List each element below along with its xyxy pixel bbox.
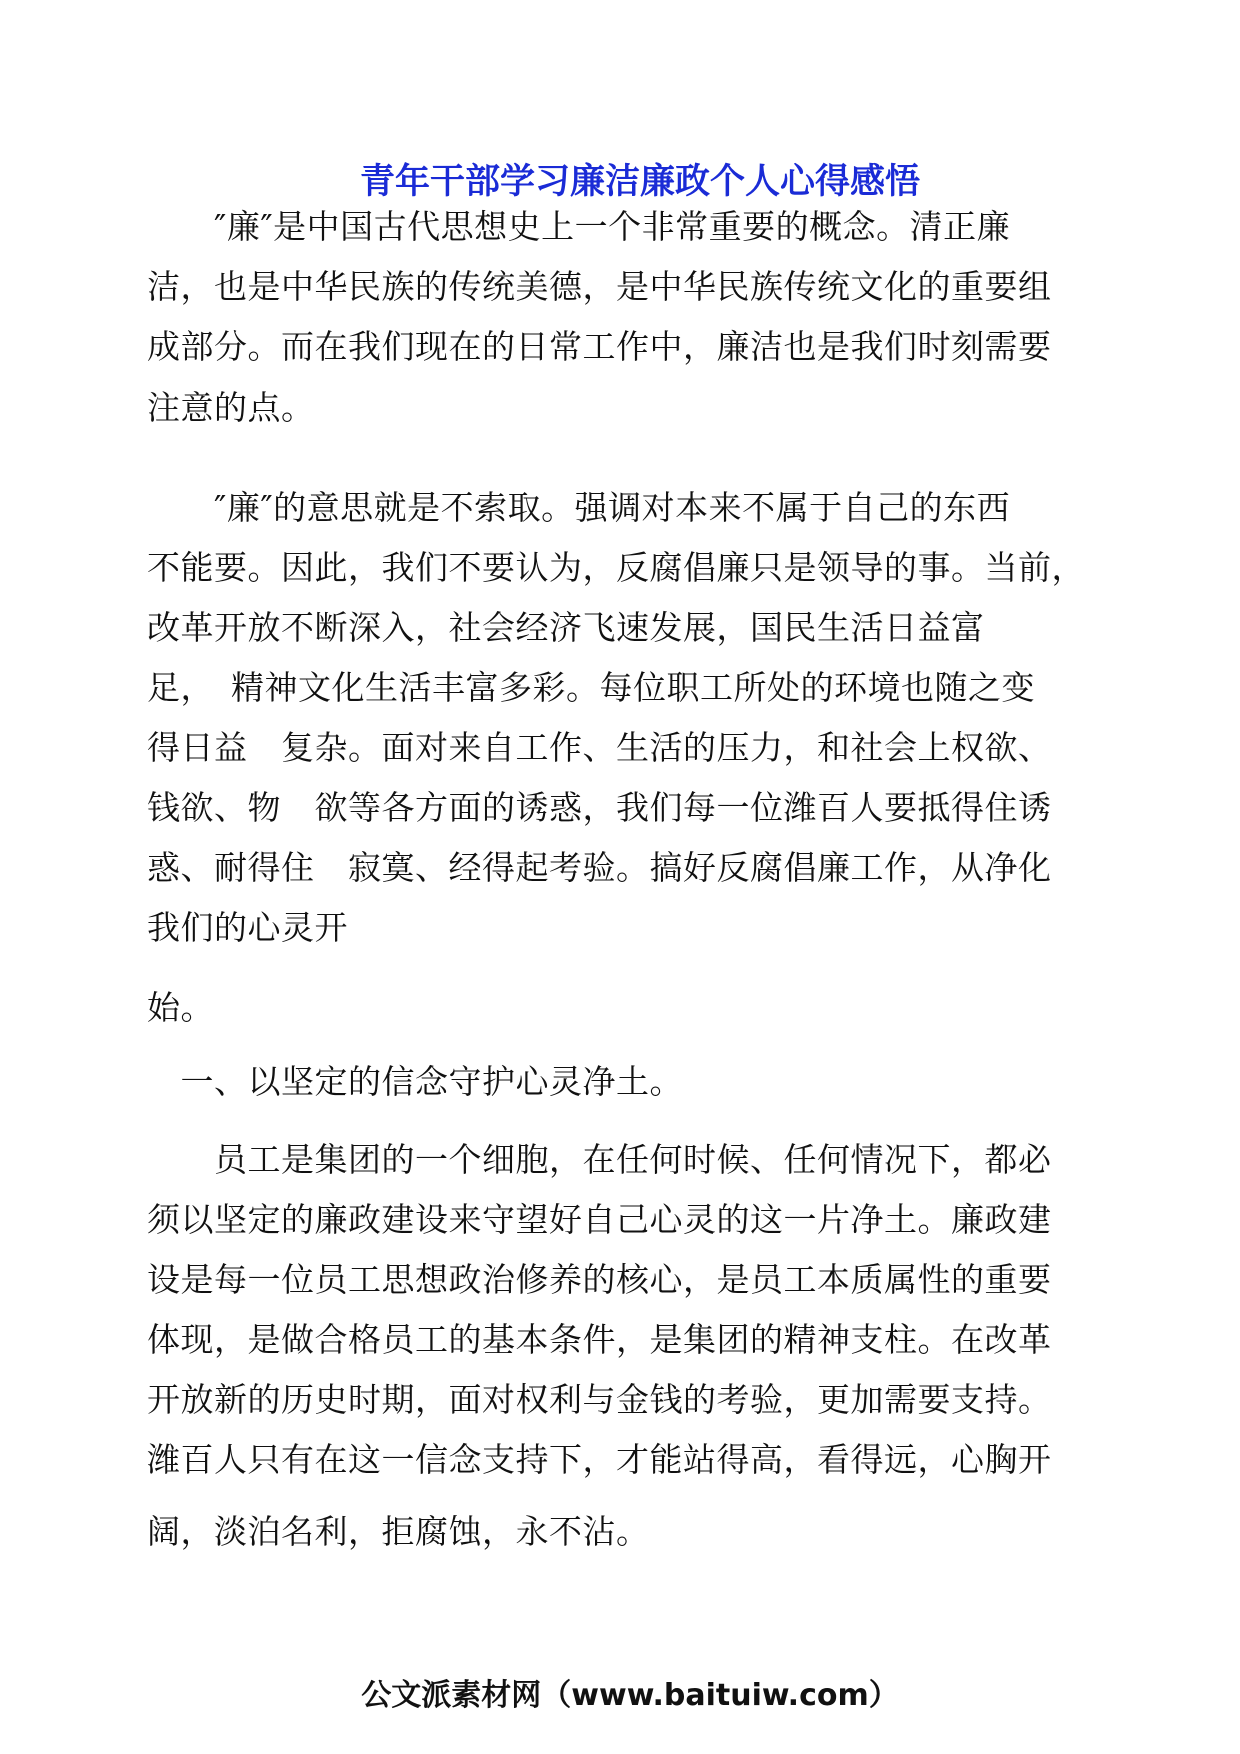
text-line: 设是每一位员工思想政治修养的核心，是员工本质属性的重要 — [147, 1260, 1052, 1299]
paragraph-block-4 — [147, 978, 1093, 1038]
text-line: 钱欲、物 欲等各方面的诱惑，我们每一位潍百人要抵得住诱 — [147, 788, 1052, 827]
text-line: 始。 — [147, 988, 214, 1027]
section-heading: 一、以坚定的信念守护心灵净土。 — [147, 1062, 683, 1101]
text-line: ″廉″是中国古代思想史上一个非常重要的概念。清正廉 — [147, 207, 1011, 246]
section-heading-block — [147, 1052, 1093, 1112]
paragraph-block-6 — [147, 1502, 1093, 1562]
text-line: 成部分。而在我们现在的日常工作中，廉洁也是我们时刻需要 — [147, 327, 1052, 366]
text-line: 体现，是做合格员工的基本条件，是集团的精神支柱。在改革 — [147, 1320, 1052, 1359]
text-line: 洁，也是中华民族的传统美德，是中华民族传统文化的重要组 — [147, 267, 1052, 306]
text-line: 注意的点。 — [147, 388, 315, 427]
paragraph-block-2 — [147, 378, 1093, 438]
text-line: 得日益 复杂。面对来自工作、生活的压力，和社会上权欲、 — [147, 728, 1052, 767]
text-line: 须以坚定的廉政建设来守望好自己心灵的这一片净土。廉政建 — [147, 1200, 1052, 1239]
text-line: 改革开放不断深入，社会经济飞速发展，国民生活日益富 — [147, 608, 985, 647]
paragraph-block-3 — [147, 478, 1093, 958]
footer-source: 公文派素材网（www.baituiw.com） — [361, 1678, 899, 1713]
text-line: 员工是集团的一个细胞，在任何时候、任何情况下，都必 — [147, 1140, 1052, 1179]
text-line: 阔，淡泊名利，拒腐蚀，永不沾。 — [147, 1512, 650, 1551]
text-line: ″廉″的意思就是不索取。强调对本来不属于自己的东西 — [147, 488, 1011, 527]
paragraph-block-1 — [147, 197, 1093, 377]
text-line: 不能要。因此，我们不要认为，反腐倡廉只是领导的事。当前， — [147, 548, 1085, 587]
text-line: 足， 精神文化生活丰富多彩。每位职工所处的环境也随之变 — [147, 668, 1035, 707]
text-line: 我们的心灵开 — [147, 908, 348, 947]
text-line: 潍百人只有在这一信念支持下，才能站得高，看得远，心胸开 — [147, 1440, 1052, 1479]
paragraph-block-5 — [147, 1130, 1093, 1490]
text-line: 开放新的历史时期，面对权利与金钱的考验，更加需要支持。 — [147, 1380, 1052, 1419]
document-title: 青年干部学习廉洁廉政个人心得感悟 — [359, 162, 920, 202]
text-line: 惑、耐得住 寂寞、经得起考验。搞好反腐倡廉工作，从净化 — [147, 848, 1052, 887]
